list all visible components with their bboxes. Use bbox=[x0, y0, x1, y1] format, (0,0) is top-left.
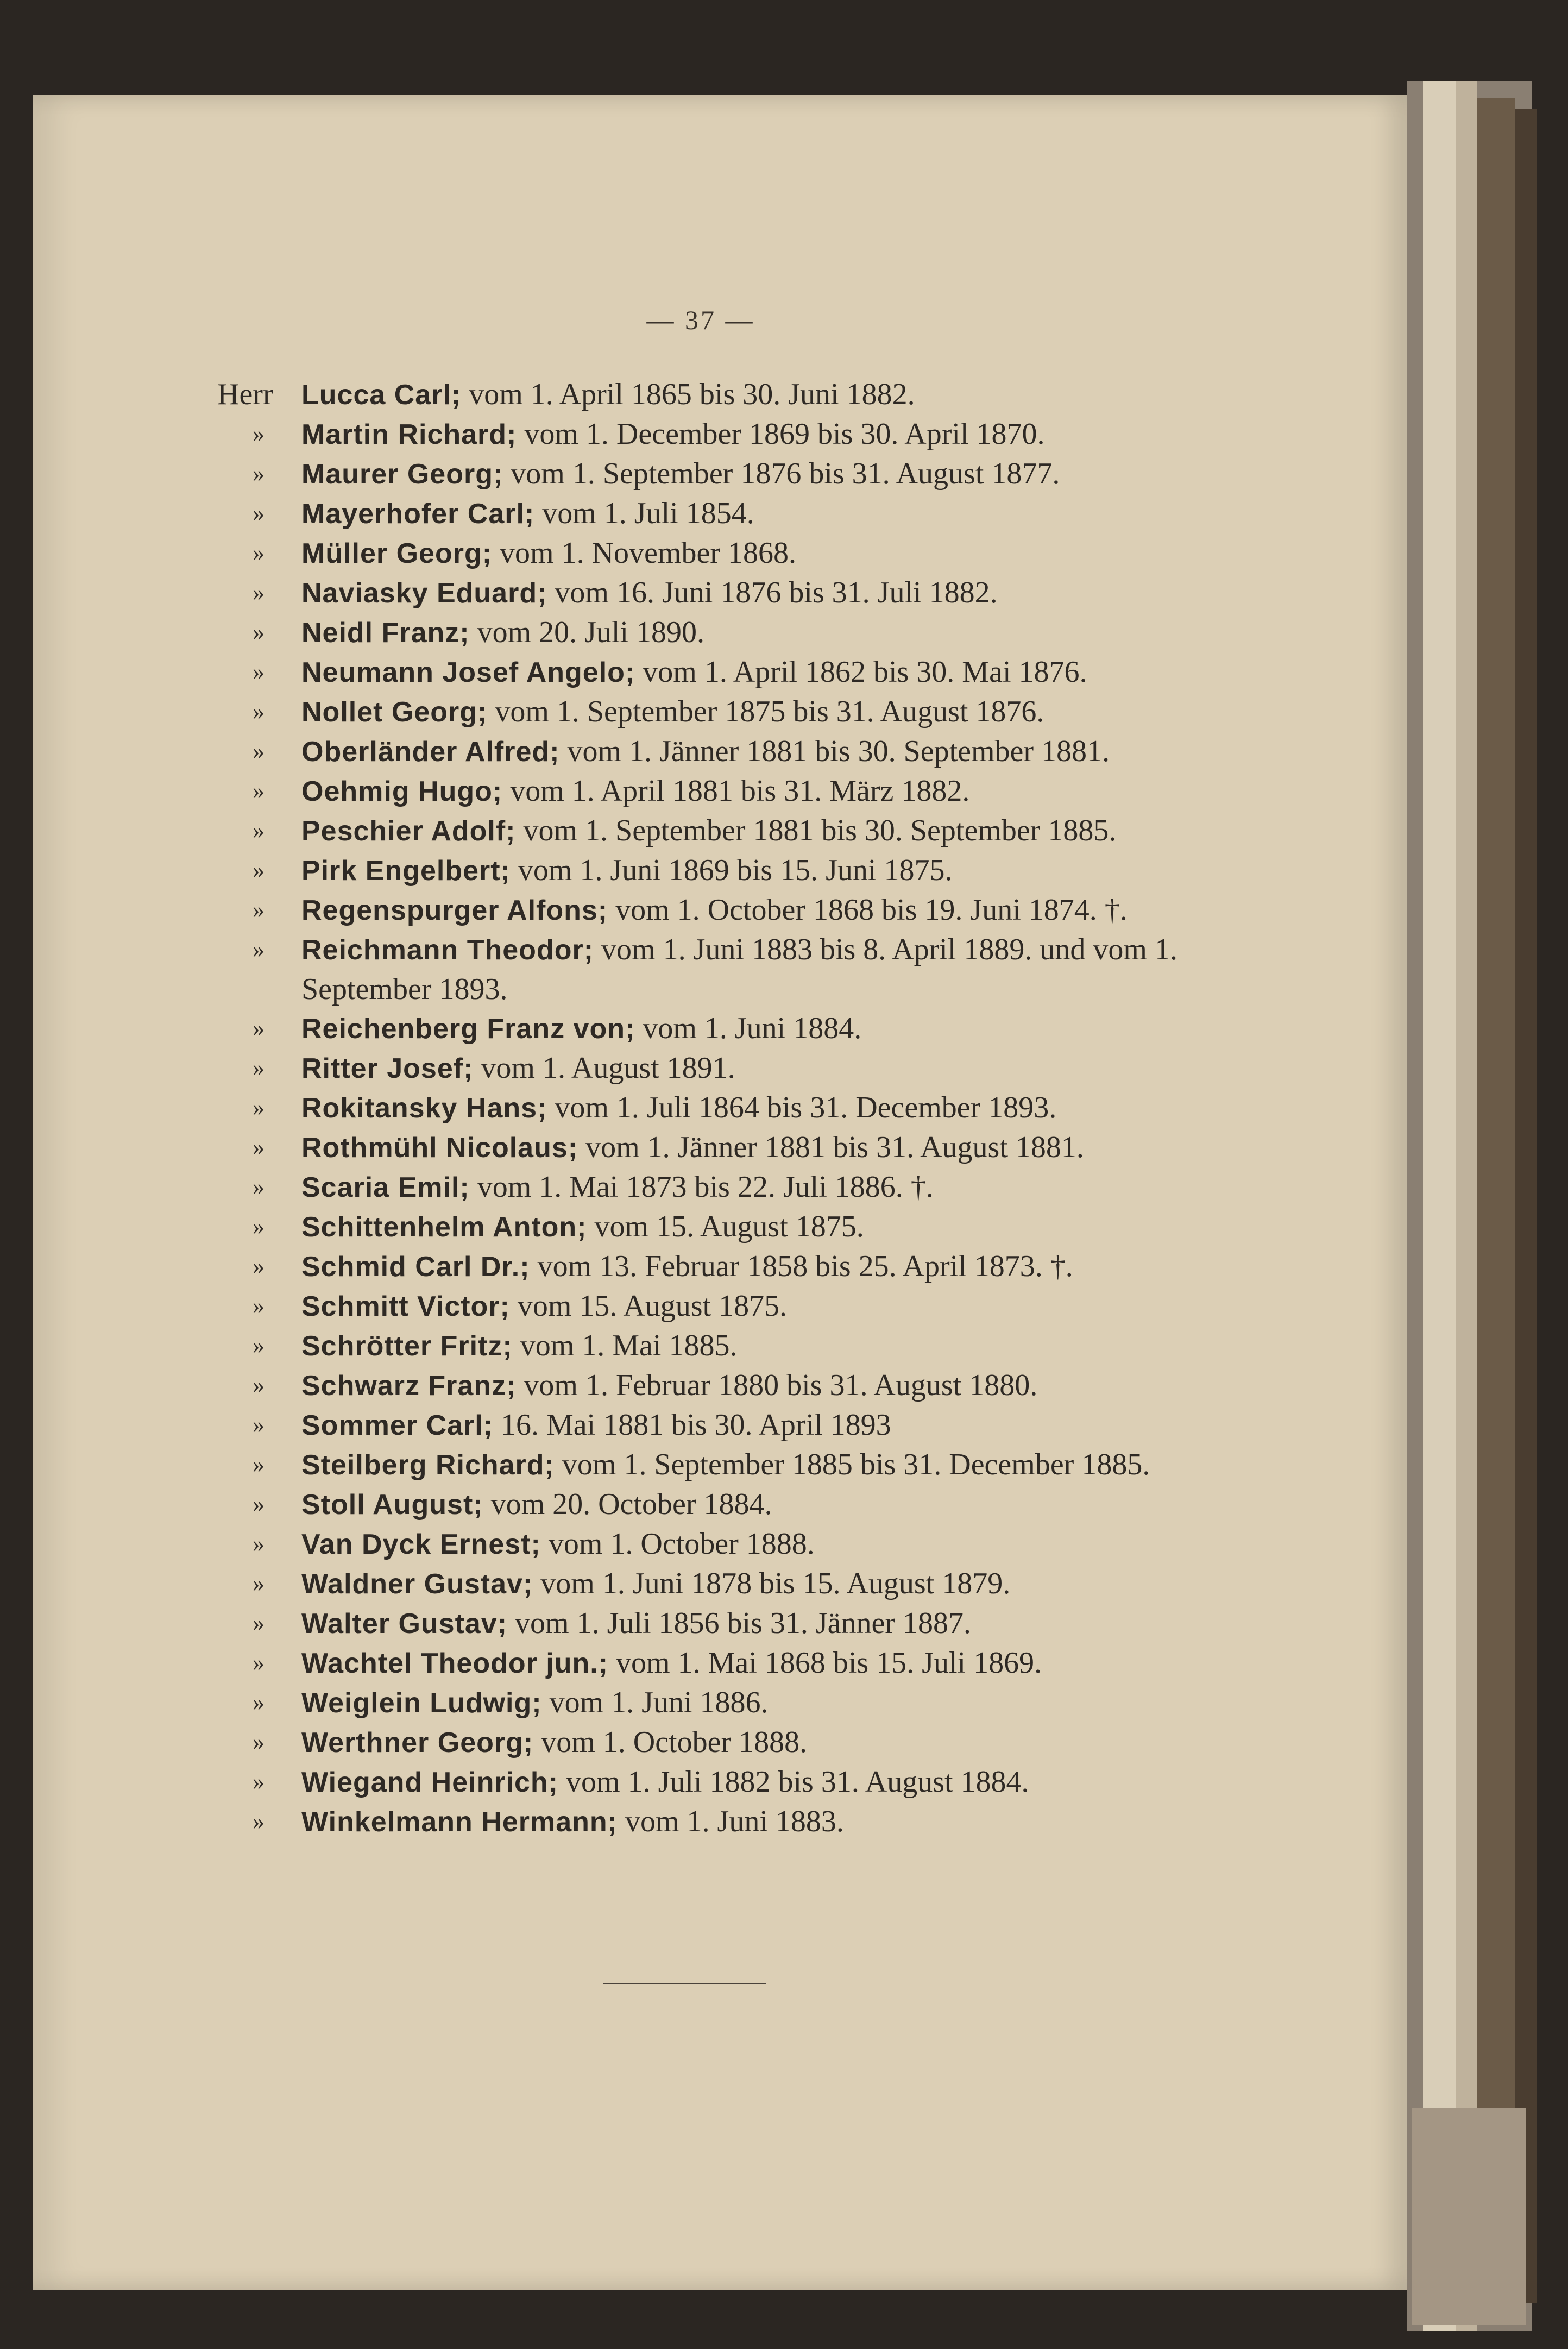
entry-text bbox=[301, 533, 1184, 573]
entry-name: Müller Georg; bbox=[301, 538, 493, 569]
entry-prefix: » bbox=[253, 420, 265, 447]
entry-row bbox=[217, 652, 1184, 692]
entry-prefix: » bbox=[253, 1530, 265, 1557]
entry-prefix: » bbox=[253, 738, 265, 764]
entry-list bbox=[217, 375, 1184, 1842]
entry-row bbox=[217, 1683, 1184, 1723]
entry-prefix: » bbox=[253, 579, 265, 606]
entry-name: Winkelmann Hermann; bbox=[301, 1806, 618, 1838]
entry-row bbox=[217, 573, 1184, 613]
entry-row bbox=[217, 771, 1184, 811]
entry-row bbox=[217, 454, 1184, 494]
entry-detail: vom 1. Juni 1883. bbox=[617, 1805, 844, 1838]
entry-text bbox=[301, 1088, 1184, 1128]
entry-name: Werthner Georg; bbox=[301, 1727, 534, 1758]
entry-text bbox=[301, 1128, 1184, 1167]
entry-name: Wachtel Theodor jun.; bbox=[301, 1648, 609, 1679]
entry-text bbox=[301, 1445, 1184, 1485]
entry-text bbox=[301, 771, 1184, 811]
entry-name: Oberländer Alfred; bbox=[301, 736, 560, 768]
entry-name: Reichenberg Franz von; bbox=[301, 1013, 635, 1045]
entry-name: Oehmig Hugo; bbox=[301, 776, 503, 807]
closing-rule bbox=[603, 1983, 766, 1984]
entry-detail: vom 1. September 1875 bis 31. August 1876. bbox=[487, 695, 1044, 728]
entry-prefix: » bbox=[253, 1808, 265, 1835]
entry-text bbox=[301, 1247, 1184, 1286]
entry-text bbox=[301, 414, 1184, 454]
entry-detail: vom 1. Juli 1854. bbox=[534, 497, 754, 530]
entry-row bbox=[217, 1247, 1184, 1286]
entry-row bbox=[217, 1445, 1184, 1485]
entry-row bbox=[217, 1485, 1184, 1524]
entry-name: Scaria Emil; bbox=[301, 1172, 470, 1203]
entry-detail: vom 1. October 1888. bbox=[540, 1527, 815, 1561]
entry-prefix: » bbox=[253, 1610, 265, 1636]
entry-row bbox=[217, 1762, 1184, 1802]
entry-detail: vom 1. Mai 1885. bbox=[512, 1329, 738, 1362]
entry-detail: vom 15. August 1875. bbox=[587, 1210, 864, 1243]
entry-row bbox=[217, 1564, 1184, 1604]
entry-row bbox=[217, 692, 1184, 732]
entry-detail: vom 1. November 1868. bbox=[492, 536, 796, 570]
entry-prefix: » bbox=[253, 1689, 265, 1716]
entry-row bbox=[217, 1723, 1184, 1762]
entry-text bbox=[301, 930, 1184, 1009]
entry-prefix: » bbox=[253, 1213, 265, 1240]
entry-name: Neumann Josef Angelo; bbox=[301, 657, 635, 688]
entry-detail: vom 1. Mai 1868 bis 15. Juli 1869. bbox=[608, 1646, 1042, 1680]
entry-name: Wiegand Heinrich; bbox=[301, 1767, 559, 1798]
entry-name: Ritter Josef; bbox=[301, 1053, 474, 1084]
entry-row bbox=[217, 1128, 1184, 1167]
entry-detail: vom 15. August 1875. bbox=[509, 1289, 788, 1323]
entry-name: Naviasky Eduard; bbox=[301, 577, 547, 609]
entry-row bbox=[217, 1405, 1184, 1445]
entry-row bbox=[217, 1167, 1184, 1207]
entry-name: Peschier Adolf; bbox=[301, 815, 516, 847]
entry-prefix: » bbox=[253, 539, 265, 566]
entry-row bbox=[217, 1366, 1184, 1405]
entry-row bbox=[217, 1802, 1184, 1842]
entry-prefix: » bbox=[253, 777, 265, 804]
entry-detail: vom 1. December 1869 bis 30. April 1870. bbox=[517, 417, 1045, 451]
entry-name: Rothmühl Nicolaus; bbox=[301, 1132, 578, 1164]
entry-name: Regenspurger Alfons; bbox=[301, 895, 608, 926]
entry-row bbox=[217, 1604, 1184, 1643]
entry-detail: vom 1. Juni 1884. bbox=[635, 1012, 862, 1045]
entry-text bbox=[301, 692, 1184, 732]
entry-row bbox=[217, 414, 1184, 454]
entry-row bbox=[217, 1009, 1184, 1048]
entry-text bbox=[301, 494, 1184, 533]
entry-prefix: » bbox=[253, 1332, 265, 1359]
entry-prefix: » bbox=[253, 896, 265, 923]
entry-detail: vom 1. April 1865 bis 30. Juni 1882. bbox=[461, 378, 915, 411]
entry-name: Mayerhofer Carl; bbox=[301, 498, 535, 530]
entry-text bbox=[301, 573, 1184, 613]
entry-text bbox=[301, 613, 1184, 652]
entry-prefix: » bbox=[253, 1411, 265, 1438]
entry-text bbox=[301, 1604, 1184, 1643]
entry-prefix: » bbox=[253, 857, 265, 883]
entry-text bbox=[301, 851, 1184, 890]
entry-name: Weiglein Ludwig; bbox=[301, 1687, 542, 1719]
entry-row bbox=[217, 494, 1184, 533]
entry-prefix: » bbox=[253, 1253, 265, 1279]
entry-detail: vom 1. April 1881 bis 31. März 1882. bbox=[502, 774, 970, 808]
entry-detail: vom 20. October 1884. bbox=[483, 1487, 772, 1521]
entry-text bbox=[301, 1762, 1184, 1802]
entry-detail: vom 1. Februar 1880 bis 31. August 1880. bbox=[516, 1368, 1038, 1402]
entry-name: Schwarz Franz; bbox=[301, 1370, 517, 1402]
entry-name: Neidl Franz; bbox=[301, 617, 470, 649]
entry-name: Maurer Georg; bbox=[301, 459, 503, 490]
entry-name: Schmitt Victor; bbox=[301, 1291, 510, 1322]
entry-text bbox=[301, 1366, 1184, 1405]
entry-detail: vom 1. April 1862 bis 30. Mai 1876. bbox=[635, 655, 1087, 689]
entry-detail: vom 1. Juni 1878 bis 15. August 1879. bbox=[533, 1567, 1011, 1600]
entry-row bbox=[217, 375, 1184, 414]
entry-name: Rokitansky Hans; bbox=[301, 1092, 547, 1124]
entry-detail: vom 1. Juli 1856 bis 31. Jänner 1887. bbox=[507, 1606, 972, 1640]
entry-name: Stoll August; bbox=[301, 1489, 483, 1521]
entry-text bbox=[301, 1683, 1184, 1723]
entry-detail: vom 1. Juni 1886. bbox=[541, 1686, 769, 1719]
entry-text bbox=[301, 652, 1184, 692]
entry-prefix: » bbox=[253, 1729, 265, 1755]
entry-name: Pirk Engelbert; bbox=[301, 855, 511, 887]
entry-row bbox=[217, 1088, 1184, 1128]
entry-detail: vom 1. Juli 1864 bis 31. December 1893. bbox=[547, 1091, 1057, 1125]
entry-row bbox=[217, 1048, 1184, 1088]
entry-name: Steilberg Richard; bbox=[301, 1449, 555, 1481]
entry-prefix: » bbox=[253, 1015, 265, 1041]
entry-name: Martin Richard; bbox=[301, 419, 517, 450]
entry-detail: vom 16. Juni 1876 bis 31. Juli 1882. bbox=[547, 576, 998, 610]
entry-prefix: » bbox=[253, 658, 265, 685]
entry-text bbox=[301, 1207, 1184, 1247]
entry-text bbox=[301, 1485, 1184, 1524]
entry-detail: vom 1. Jänner 1881 bis 30. September 1881. bbox=[559, 734, 1110, 768]
entry-prefix: » bbox=[253, 460, 265, 487]
entry-text bbox=[301, 1564, 1184, 1604]
entry-detail: vom 1. September 1881 bis 30. September 1885. bbox=[515, 814, 1117, 847]
entry-row bbox=[217, 732, 1184, 771]
entry-text bbox=[301, 375, 1184, 414]
entry-row bbox=[217, 930, 1184, 1009]
entry-prefix: » bbox=[253, 698, 265, 725]
entry-row bbox=[217, 1286, 1184, 1326]
entry-text bbox=[301, 1326, 1184, 1366]
entry-prefix: » bbox=[253, 1451, 265, 1478]
entry-row bbox=[217, 613, 1184, 652]
entry-row bbox=[217, 1326, 1184, 1366]
entry-detail: vom 1. Mai 1873 bis 22. Juli 1886. †. bbox=[469, 1170, 934, 1204]
entry-detail: vom 1. August 1891. bbox=[473, 1051, 735, 1085]
entry-detail: vom 13. Februar 1858 bis 25. April 1873. †. bbox=[530, 1249, 1073, 1283]
entry-detail: vom 1. Juli 1882 bis 31. August 1884. bbox=[558, 1765, 1029, 1799]
entry-row bbox=[217, 1643, 1184, 1683]
entry-name: Sommer Carl; bbox=[301, 1410, 493, 1441]
entry-name: Van Dyck Ernest; bbox=[301, 1529, 541, 1560]
entry-text bbox=[301, 1405, 1184, 1445]
entry-row bbox=[217, 811, 1184, 851]
entry-prefix: » bbox=[253, 1054, 265, 1081]
entry-row bbox=[217, 890, 1184, 930]
entry-prefix: » bbox=[253, 500, 265, 526]
entry-prefix: » bbox=[253, 936, 265, 963]
entry-detail: vom 20. Juli 1890. bbox=[469, 615, 705, 649]
entry-prefix: » bbox=[253, 817, 265, 844]
entry-detail: vom 1. Jänner 1881 bis 31. August 1881. bbox=[578, 1130, 1084, 1164]
entry-text bbox=[301, 1048, 1184, 1088]
entry-text bbox=[301, 1723, 1184, 1762]
entry-detail: vom 1. October 1868 bis 19. Juni 1874. †. bbox=[608, 893, 1128, 927]
entry-prefix: » bbox=[253, 1649, 265, 1676]
entry-text bbox=[301, 454, 1184, 494]
entry-row bbox=[217, 533, 1184, 573]
entry-prefix: » bbox=[253, 619, 265, 645]
entry-name: Lucca Carl; bbox=[301, 379, 462, 411]
entry-text bbox=[301, 1802, 1184, 1842]
entry-text bbox=[301, 1524, 1184, 1564]
entry-text bbox=[301, 811, 1184, 851]
entry-text bbox=[301, 890, 1184, 930]
entry-detail: vom 1. Juni 1869 bis 15. Juni 1875. bbox=[510, 853, 953, 887]
entry-name: Schmid Carl Dr.; bbox=[301, 1251, 530, 1283]
entry-row bbox=[217, 1524, 1184, 1564]
entry-prefix: » bbox=[253, 1094, 265, 1121]
page-number: — 37 — bbox=[646, 305, 755, 335]
entry-detail: vom 1. October 1888. bbox=[533, 1725, 808, 1759]
entry-text bbox=[301, 1009, 1184, 1048]
entry-prefix: » bbox=[253, 1134, 265, 1160]
entry-name: Waldner Gustav; bbox=[301, 1568, 533, 1600]
entry-name: Schrötter Fritz; bbox=[301, 1330, 513, 1362]
entry-detail: vom 1. September 1876 bis 31. August 1877. bbox=[503, 457, 1060, 491]
entry-prefix: Herr bbox=[217, 378, 273, 411]
entry-name: Schittenhelm Anton; bbox=[301, 1211, 587, 1243]
entry-text bbox=[301, 1286, 1184, 1326]
entry-text bbox=[301, 1643, 1184, 1683]
entry-prefix: » bbox=[253, 1570, 265, 1597]
entry-text bbox=[301, 1167, 1184, 1207]
entry-name: Nollet Georg; bbox=[301, 696, 488, 728]
entry-prefix: » bbox=[253, 1372, 265, 1398]
entry-prefix: » bbox=[253, 1292, 265, 1319]
entry-prefix: » bbox=[253, 1768, 265, 1795]
entry-detail: 16. Mai 1881 bis 30. April 1893 bbox=[493, 1408, 891, 1442]
entry-name: Reichmann Theodor; bbox=[301, 934, 594, 966]
entry-text bbox=[301, 732, 1184, 771]
entry-detail: vom 1. Juni 1883 bis 8. April 1889. und vom 1. September 1893. bbox=[301, 933, 1177, 1006]
entry-detail: vom 1. September 1885 bis 31. December 1885. bbox=[554, 1448, 1150, 1481]
entry-row bbox=[217, 1207, 1184, 1247]
entry-name: Walter Gustav; bbox=[301, 1608, 508, 1640]
entry-row bbox=[217, 851, 1184, 890]
entry-prefix: » bbox=[253, 1173, 265, 1200]
entry-prefix: » bbox=[253, 1491, 265, 1517]
